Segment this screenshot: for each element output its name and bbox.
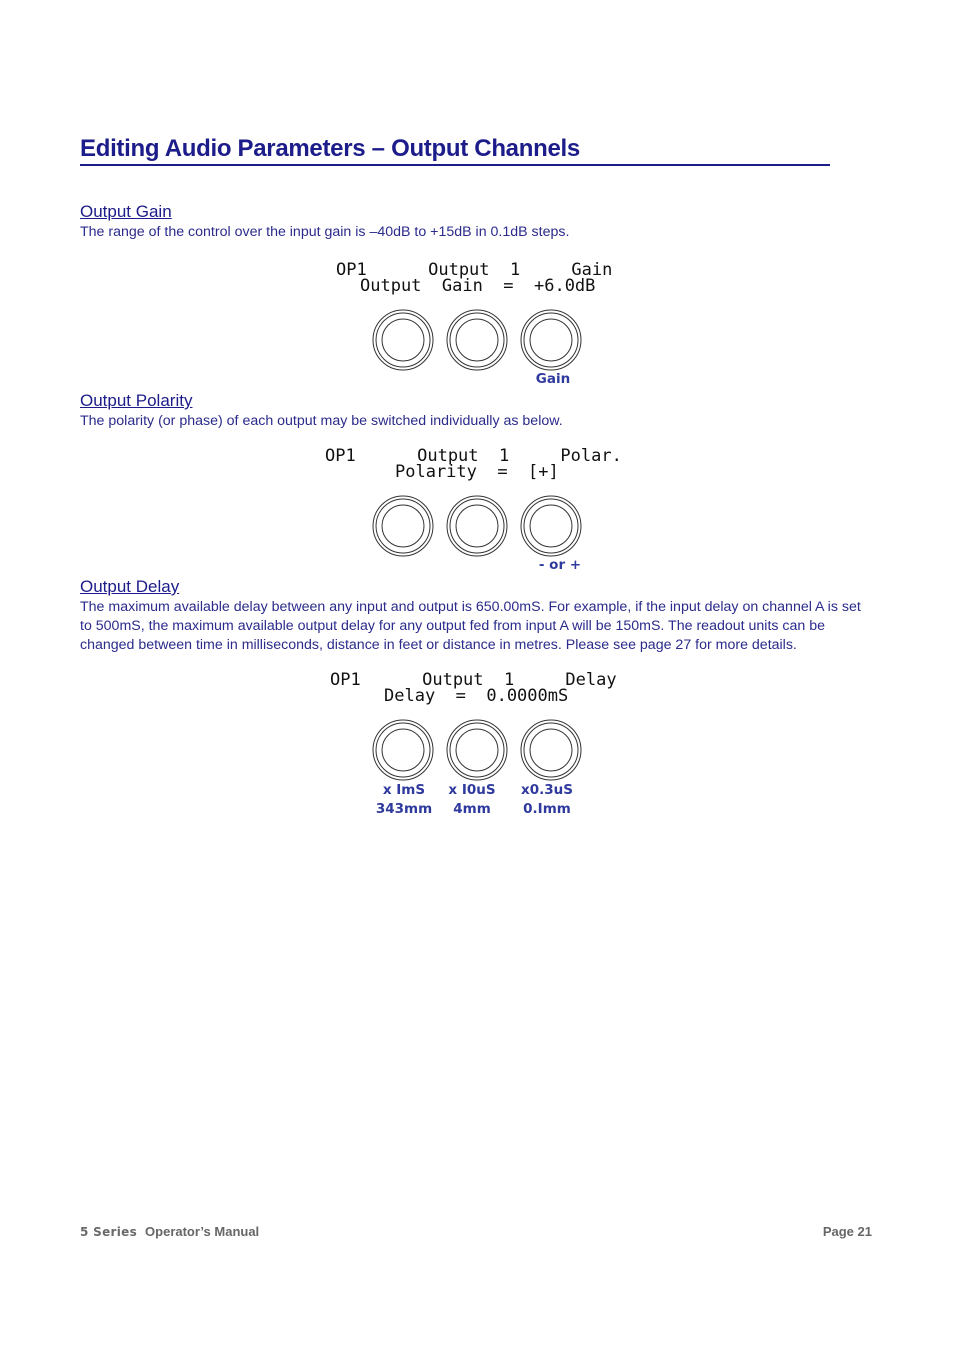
output-polarity-heading: Output Polarity xyxy=(80,391,193,410)
output-polarity-text: The polarity (or phase) of each output may be switched individually as below. xyxy=(80,413,563,429)
delay-lcd-line2: Delay = 0.0000mS xyxy=(384,686,569,706)
polarity-lcd-line2: Polarity = [+] xyxy=(395,462,559,482)
knob-icon[interactable] xyxy=(446,495,508,557)
output-delay-heading: Output Delay xyxy=(80,577,180,596)
knob-icon[interactable] xyxy=(372,309,434,371)
knob-icon[interactable] xyxy=(446,719,508,781)
knob-icon[interactable] xyxy=(520,309,582,371)
delay-knob3-label xyxy=(510,781,584,819)
output-gain-heading: Output Gain xyxy=(80,202,172,221)
delay-knob2-label xyxy=(436,781,508,819)
knob-icon[interactable] xyxy=(446,309,508,371)
footer-page-number: Page 21 xyxy=(822,1224,872,1239)
gain-lcd-line1: OP1 Output 1 Gain xyxy=(336,260,613,280)
knob-icon[interactable] xyxy=(520,719,582,781)
footer-brand: 5 Series xyxy=(80,1225,138,1239)
delay-knob2-line1: x I0uS xyxy=(448,782,496,798)
knob-icon[interactable] xyxy=(372,719,434,781)
output-gain-text: The range of the control over the input gain is –40dB to +15dB in 0.1dB steps. xyxy=(80,224,570,240)
polarity-lcd-line1: OP1 Output 1 Polar. xyxy=(325,446,622,466)
delay-lcd-line1: OP1 Output 1 Delay xyxy=(330,670,617,690)
delay-knob3-line2: 0.Imm xyxy=(523,801,571,817)
delay-knob-row xyxy=(372,719,582,781)
knob-icon[interactable] xyxy=(520,495,582,557)
delay-knob3-line1: x0.3uS xyxy=(521,782,573,798)
delay-knob2-line2: 4mm xyxy=(453,801,491,817)
delay-knob1-line1: x ImS xyxy=(382,782,426,798)
gain-knob-label: Gain xyxy=(535,371,571,387)
page-title: Editing Audio Parameters – Output Channels xyxy=(80,134,830,166)
gain-knob-row xyxy=(372,309,582,371)
footer-left xyxy=(80,1224,259,1239)
knob-icon[interactable] xyxy=(372,495,434,557)
delay-knob1-line2: 343mm xyxy=(375,801,433,817)
polarity-knob-row xyxy=(372,495,582,557)
delay-knob1-label xyxy=(366,781,442,819)
footer-manual: Operator’s Manual xyxy=(145,1224,260,1239)
gain-lcd-line2: Output Gain = +6.0dB xyxy=(360,276,596,296)
output-delay-text: The maximum available delay between any input and output is 650.00mS. For example, if the input delay on channel A is set to 500mS, the maximum available output delay for any output fed from input A will be 150mS. The readout units can be changed between time in milliseconds, distance in feet or distance in metres. Please see page 27 for more details. xyxy=(80,599,861,653)
polarity-knob-label: - or + xyxy=(538,557,582,573)
